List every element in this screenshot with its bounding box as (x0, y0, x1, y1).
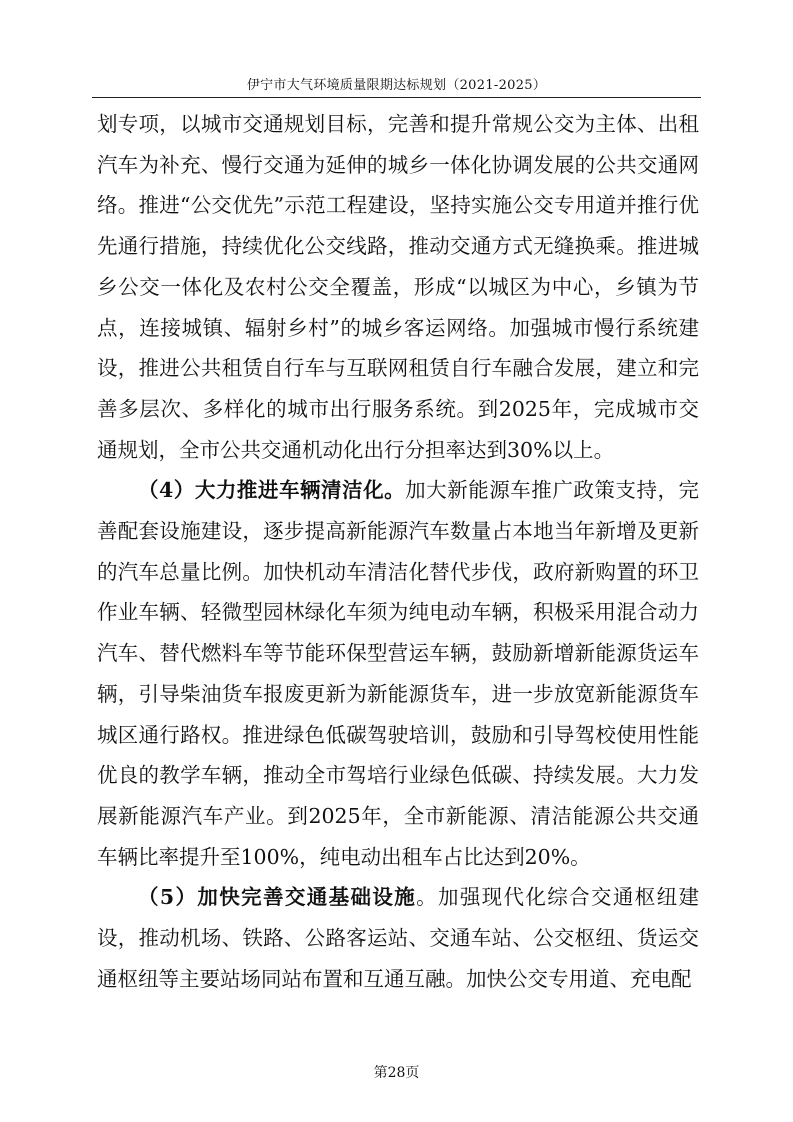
page-number: 第28页 (373, 1065, 420, 1081)
paragraph-lead: （5）加快完善交通基础设施 (138, 885, 417, 910)
paragraph-public-transport (97, 104, 699, 470)
paragraph-lead: （4）大力推进车辆清洁化。 (138, 478, 406, 503)
paragraph-text: 划专项，以城市交通规划目标，完善和提升常规公交为主体、出租汽车为补充、慢行交通为延伸的城乡一体化协调发展的公共交通网络。推进“公交优先”示范工程建设，坚持实施公交专用道并推行优先通行措施，持续优化公交线路，推动交通方式无缝换乘。推进城乡公交一体化及农村公交全覆盖，形成“以城区为中心，乡镇为节点，连接城镇、辐射乡村”的城乡客运网络。加强城市慢行系统建设，推进公共租赁自行车与互联网租赁自行车融合发展，建立和完善多层次、多样化的城市出行服务系统。到2025年，完成城市交通规划，全市公共交通机动化出行分担率达到30%以上。 (97, 112, 699, 462)
paragraph-text: 加大新能源车推广政策支持，完善配套设施建设，逐步提高新能源汽车数量占本地当年新增及更新的汽车总量比例。加快机动车清洁化替代步伐，政府新购置的环卫作业车辆、轻微型园林绿化车须为纯电动车辆，积极采用混合动力汽车、替代燃料车等节能环保型营运车辆，鼓励新增新能源货运车辆，引导柴油货车报废更新为新能源货车，进一步放宽新能源货车城区通行路权。推进绿色低碳驾驶培训，鼓励和引导驾校使用性能优良的教学车辆，推动全市驾培行业绿色低碳、持续发展。大力发展新能源汽车产业。到2025年，全市新能源、清洁能源公共交通车辆比率提升至100%，纯电动出租车占比达到20%。 (97, 478, 700, 869)
document-body (97, 104, 699, 999)
paragraph-vehicle-cleaning (97, 470, 699, 877)
header-rule (92, 97, 701, 98)
paragraph-text: 。加强现代化综合交通枢纽建设，推动机场、铁路、公路客运站、交通车站、公交枢纽、货运交通枢纽等主要站场同站布置和互通互融。加快公交专用道、充电配 (97, 885, 700, 991)
page-header: 伊宁市大气环境质量限期达标规划（2021-2025） (246, 78, 547, 93)
paragraph-infrastructure (97, 877, 699, 999)
